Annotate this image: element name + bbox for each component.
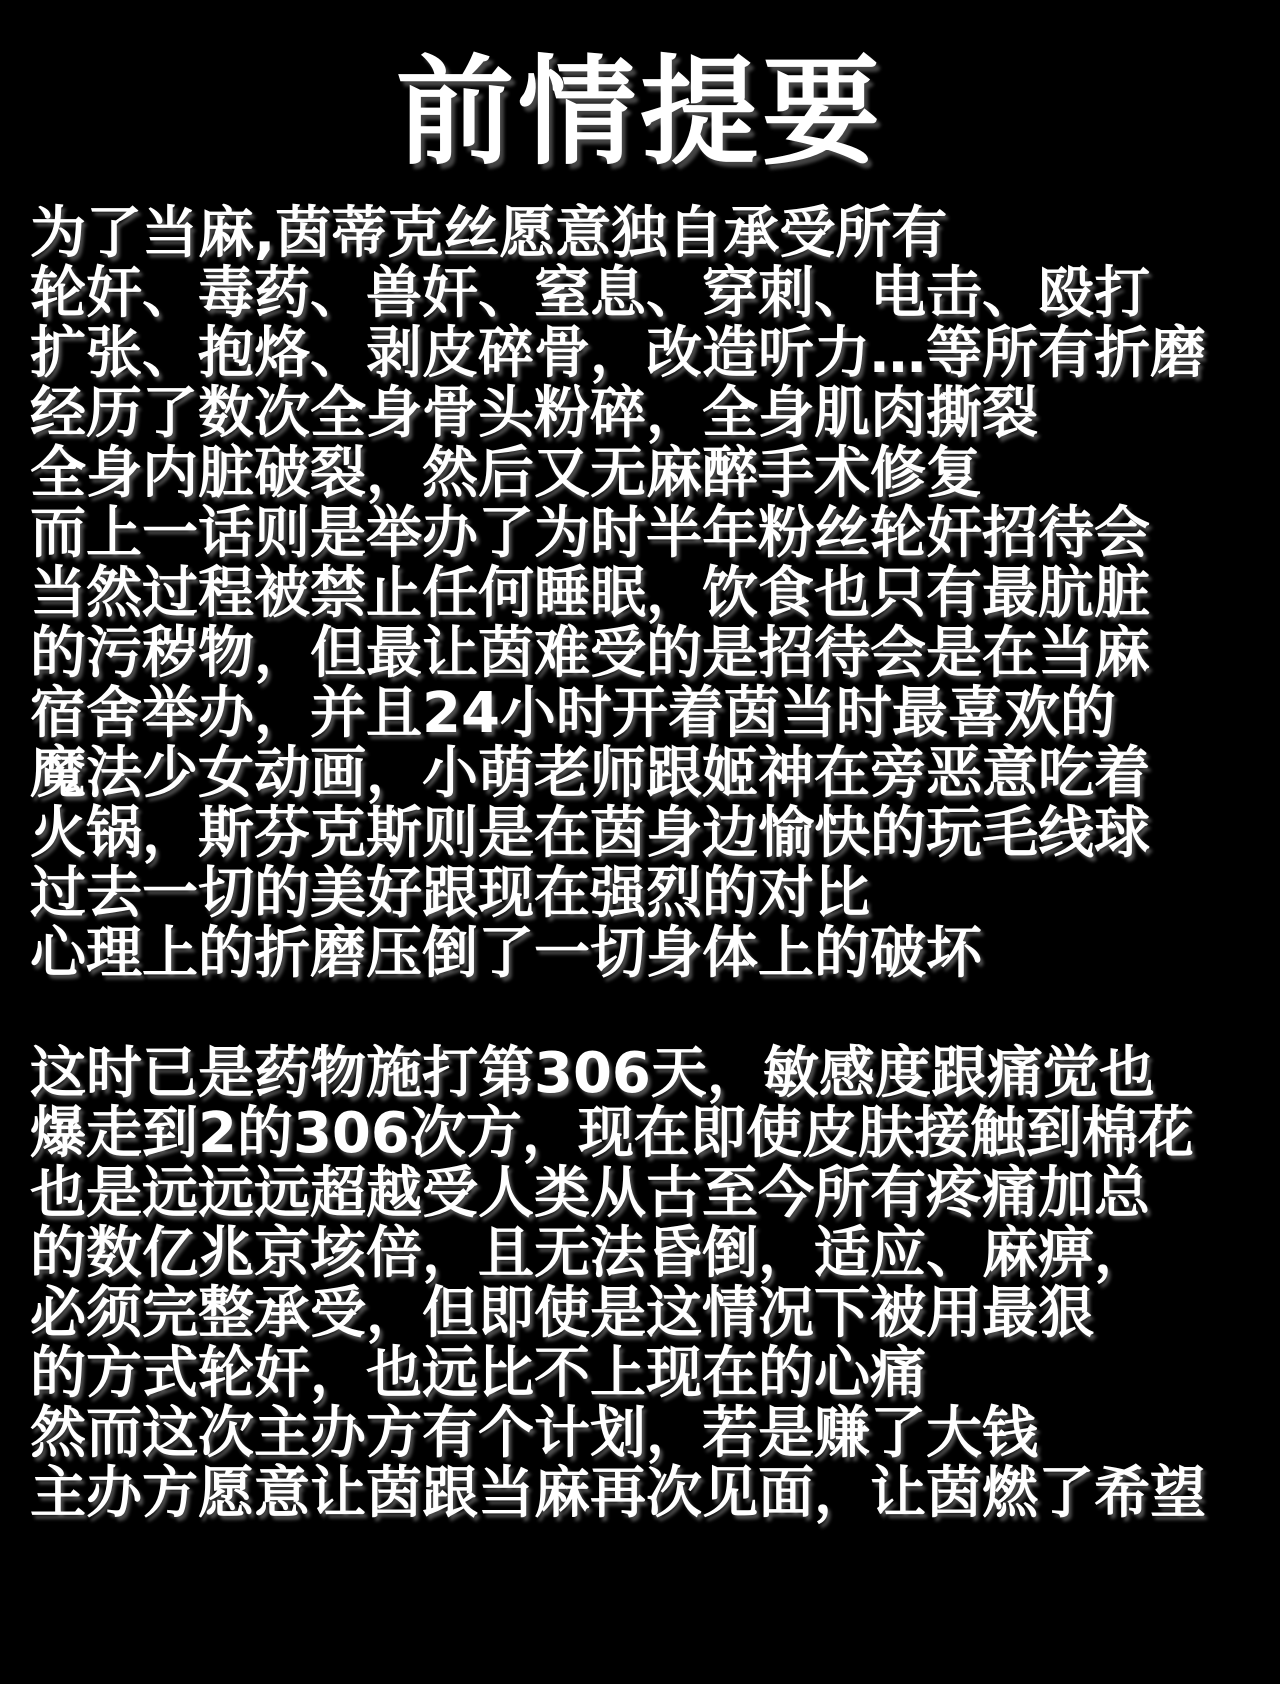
recap-line: 的方式轮奸，也远比不上现在的心痛: [30, 1340, 926, 1406]
recap-line: 全身内脏破裂，然后又无麻醉手术修复: [30, 440, 982, 506]
recap-line: 然而这次主办方有个计划，若是赚了大钱: [30, 1400, 1038, 1466]
recap-line: 火锅，斯芬克斯则是在茵身边愉快的玩毛线球: [30, 800, 1150, 866]
recap-line: 的数亿兆京垓倍，且无法昏倒，适应、麻痹，: [30, 1220, 1150, 1286]
paragraph-1: [30, 200, 1258, 986]
recap-line: 扩张、抱烙、剥皮碎骨，改造听力…等所有折磨: [30, 320, 1206, 386]
recap-line: 当然过程被禁止任何睡眠，饮食也只有最肮脏: [30, 560, 1150, 626]
recap-line: 轮奸、毒药、兽奸、窒息、穿刺、电击、殴打: [30, 260, 1150, 326]
recap-line: 为了当麻,茵蒂克丝愿意独自承受所有: [30, 200, 948, 266]
recap-line: 经历了数次全身骨头粉碎，全身肌肉撕裂: [30, 380, 1038, 446]
recap-line: 必须完整承受，但即使是这情况下被用最狠: [30, 1280, 1094, 1346]
recap-line: 也是远远远超越受人类从古至今所有疼痛加总: [30, 1160, 1150, 1226]
recap-line: 爆走到2的306次方，现在即使皮肤接触到棉花: [30, 1100, 1194, 1166]
recap-line: 过去一切的美好跟现在强烈的对比: [30, 860, 870, 926]
recap-body: [0, 200, 1280, 1526]
page-title: 前情提要: [395, 43, 884, 181]
recap-line: 心理上的折磨压倒了一切身体上的破坏: [30, 920, 982, 986]
recap-line: 宿舍举办，并且24小时开着茵当时最喜欢的: [30, 680, 1116, 746]
recap-line: 的污秽物，但最让茵难受的是招待会是在当麻: [30, 620, 1150, 686]
recap-line: 而上一话则是举办了为时半年粉丝轮奸招待会: [30, 500, 1150, 566]
recap-line: 魔法少女动画，小萌老师跟姬神在旁恶意吃着: [30, 740, 1150, 806]
paragraph-spacer: [30, 984, 1258, 1044]
recap-line: 主办方愿意让茵跟当麻再次见面，让茵燃了希望: [30, 1460, 1206, 1526]
paragraph-2: [30, 1040, 1258, 1526]
recap-line: 这时已是药物施打第306天，敏感度跟痛觉也: [30, 1040, 1155, 1106]
